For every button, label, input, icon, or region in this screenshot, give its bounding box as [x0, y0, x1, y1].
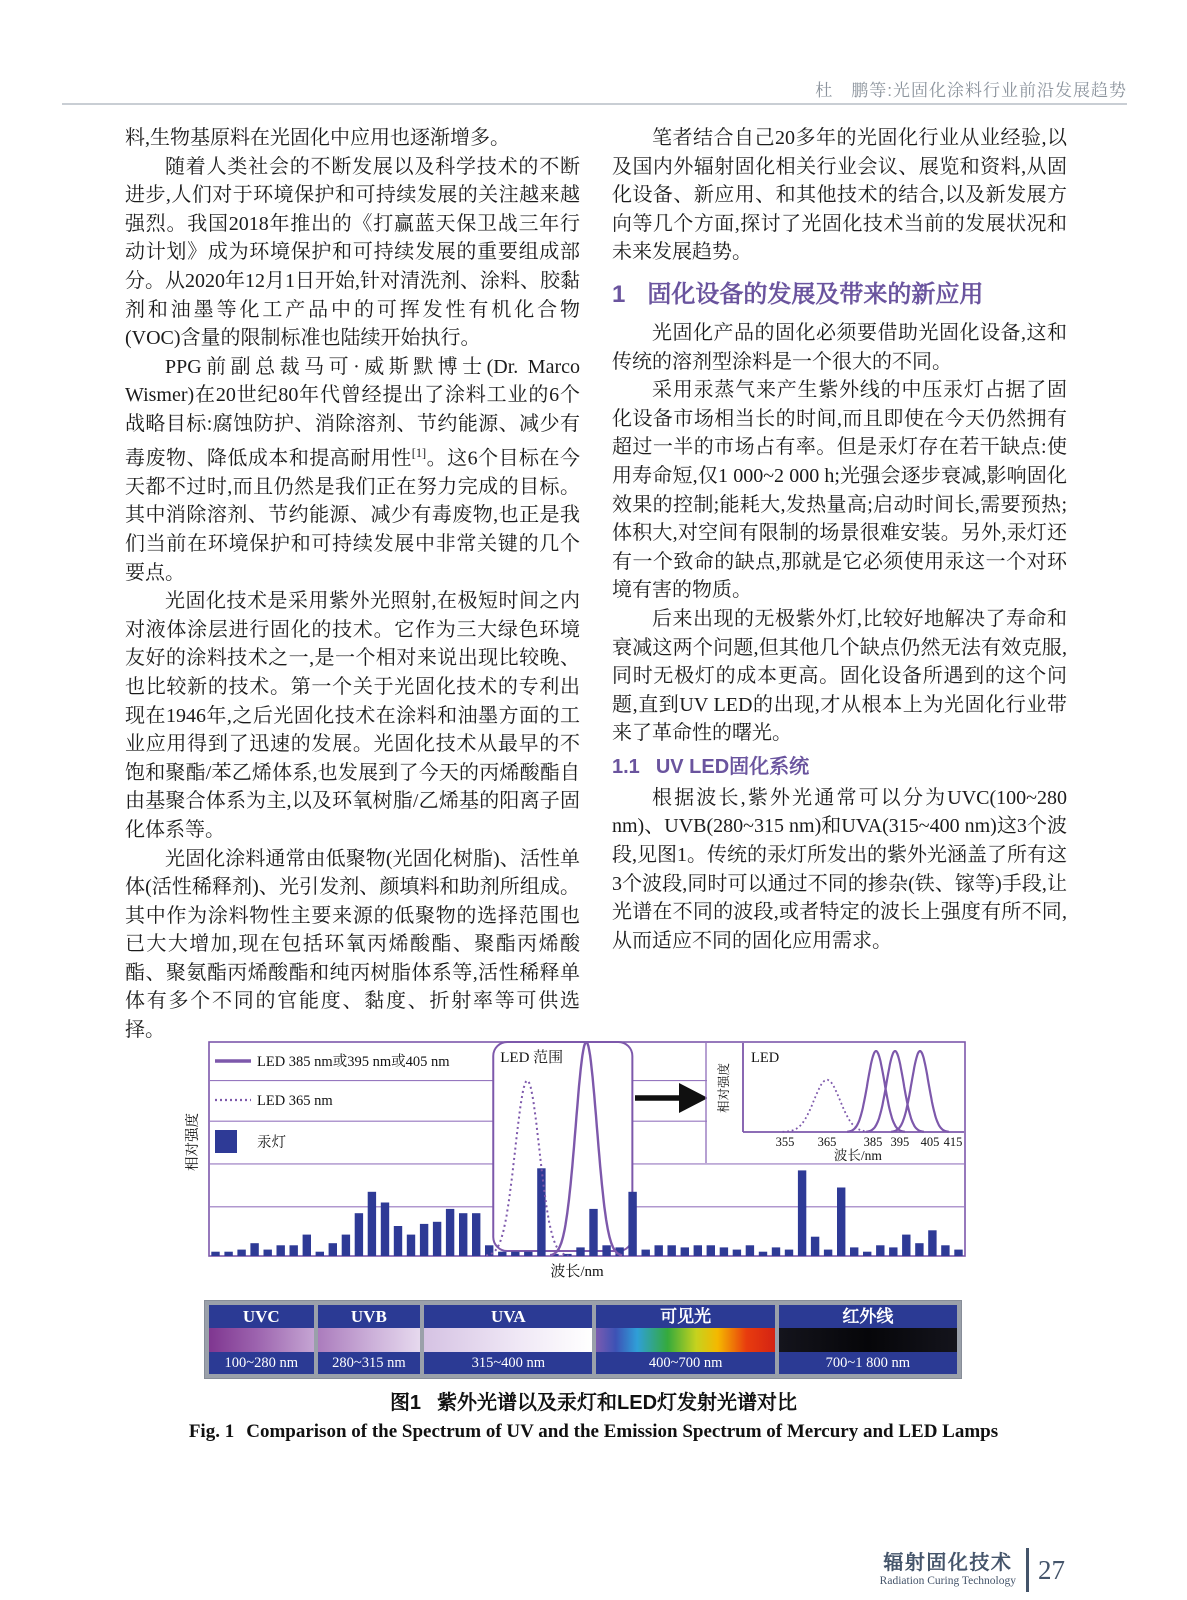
mercury-bar	[420, 1224, 428, 1256]
mercury-bar	[954, 1250, 962, 1256]
mercury-bar	[355, 1213, 363, 1256]
running-header: 杜 鹏等:光固化涂料行业前沿发展趋势	[815, 81, 1127, 100]
mercury-bar	[368, 1192, 376, 1256]
mercury-bar	[459, 1213, 467, 1256]
inset-y-label: 相对强度	[717, 1062, 731, 1114]
figure-caption-zh-label: 图1	[389, 1392, 422, 1414]
subsection-heading: 1.1 UV LED固化系统	[612, 755, 810, 778]
mercury-bar	[850, 1247, 858, 1256]
mercury-bar	[498, 1252, 506, 1256]
mercury-bar	[224, 1252, 232, 1256]
paragraph: 料,生物基原料在光固化中应用也逐渐增多。	[125, 127, 510, 149]
band-gradient	[318, 1328, 421, 1352]
figure-1	[185, 1020, 985, 1284]
journal-name-zh: 辐射固化技术	[883, 1552, 1013, 1575]
mercury-bar	[329, 1243, 337, 1256]
mercury-bar	[446, 1209, 454, 1256]
mercury-bar	[628, 1192, 636, 1256]
inset-tick-label: 355	[775, 1135, 795, 1149]
header-rule	[62, 103, 1127, 105]
led-range-label: LED 范围	[500, 1050, 564, 1066]
mercury-bar	[915, 1243, 923, 1256]
mercury-bar	[290, 1245, 298, 1256]
figure-caption-en-label: Fig. 1	[188, 1421, 235, 1442]
mercury-bar	[681, 1247, 689, 1256]
paragraph: 根据波长,紫外光通常可以分为UVC(100~280 nm)、UVB(280~315 nm)和UVA(315~400 nm)这3个波段,见图1。传统的汞灯所发出的紫外光涵盖了所有这3个波段,同时可以通过不同的掺杂(铁、镓等)手段,让光谱在不同的波段,或者特定的波长上强度有所不同,从而适应不同的固化应用需求。	[612, 786, 1067, 952]
x-axis-label: 波长/nm	[550, 1264, 604, 1280]
mercury-bar	[772, 1247, 780, 1256]
legend-label: LED 385 nm或395 nm或405 nm	[257, 1054, 450, 1070]
mercury-bar	[876, 1245, 884, 1256]
mercury-bar	[889, 1247, 897, 1256]
figure-caption	[0, 1386, 1187, 1443]
inset-tick-label: 365	[817, 1135, 837, 1149]
mercury-bar	[798, 1170, 806, 1256]
mercury-bar	[589, 1209, 597, 1256]
mercury-bar	[642, 1250, 650, 1256]
band-panel-uvb	[318, 1305, 421, 1374]
inset-x-label: 波长/nm	[833, 1148, 882, 1163]
mercury-bar	[237, 1250, 245, 1256]
mercury-bar	[928, 1230, 936, 1256]
paragraph: 采用汞蒸气来产生紫外线的中压汞灯占据了固化设备市场相当长的时间,而且即使在今天仍然拥有超过一半的市场占有率。但是汞灯存在若干缺点:使用寿命短,仅1 000~2 000 h;光强会逐步衰减,影响固化效果的控制;能耗大,发热量高;启动时间长,需要预热;体积大,对空间有限制的场景很难安装。另外,汞灯还有一个致命的缺点,那就是它必须使用汞这一个对环境有害的物质。	[612, 379, 1067, 602]
mercury-bar	[655, 1245, 663, 1256]
mercury-bar	[733, 1250, 741, 1256]
section-heading: 1 固化设备的发展及带来的新应用	[612, 280, 984, 308]
mercury-bar	[511, 1252, 519, 1256]
column-right	[612, 124, 1067, 1045]
band-gradient	[209, 1328, 314, 1352]
inset-title: LED	[751, 1050, 780, 1066]
mercury-bar	[720, 1247, 728, 1256]
mercury-bar	[941, 1245, 949, 1256]
band-gradient	[596, 1328, 774, 1352]
text-columns	[125, 124, 1067, 1045]
mercury-bar	[576, 1247, 584, 1256]
band-panel-uva	[424, 1305, 592, 1374]
mercury-bar	[902, 1235, 910, 1256]
mercury-bar	[433, 1222, 441, 1256]
band-gradient	[424, 1328, 592, 1352]
mercury-bar	[837, 1188, 845, 1257]
band-panel-vis	[596, 1305, 774, 1374]
figure-caption-zh	[0, 1386, 1187, 1415]
page-number: 27	[1038, 1554, 1065, 1585]
inset-tick-label: 405	[920, 1135, 940, 1149]
band-range: 100~280 nm	[224, 1355, 299, 1371]
band-label: 可见光	[660, 1307, 712, 1326]
mercury-bar	[785, 1250, 793, 1256]
column-left	[125, 124, 580, 1045]
mercury-bar	[602, 1245, 610, 1256]
led-range-box	[493, 1042, 632, 1251]
mercury-bar	[537, 1168, 545, 1256]
mercury-bar	[407, 1235, 415, 1256]
mercury-bar	[694, 1245, 702, 1256]
inset-tick-label: 395	[890, 1135, 910, 1149]
mercury-bar	[746, 1245, 754, 1256]
journal-name	[880, 1552, 1016, 1587]
mercury-bar	[342, 1235, 350, 1256]
inset-tick-label: 385	[863, 1135, 883, 1149]
band-range: 400~700 nm	[648, 1355, 723, 1371]
inset-tick-label: 415	[943, 1135, 963, 1149]
mercury-bar	[316, 1252, 324, 1256]
journal-footer	[880, 1548, 1065, 1592]
footer-divider	[1026, 1548, 1029, 1592]
spectrum-comparison-chart	[185, 1020, 985, 1284]
band-range: 280~315 nm	[332, 1355, 406, 1371]
journal-name-en: Radiation Curing Technology	[879, 1574, 1016, 1587]
mercury-bar	[707, 1245, 715, 1256]
mercury-bar	[303, 1235, 311, 1256]
band-label: UVA	[490, 1307, 526, 1326]
mercury-bar	[250, 1243, 258, 1256]
paragraph: 光固化技术是采用紫外光照射,在极短时间之内对液体涂层进行固化的技术。它作为三大绿色环境友好的涂料技术之一,是一个相对来说出现比较晚、也比较新的技术。第一个关于光固化技术的专利出现在1946年,之后光固化技术在涂料和油墨方面的工业应用得到了迅速的发展。光固化技术从最早的不饱和聚酯/苯乙烯体系,也发展到了今天的丙烯酸酯自由基聚合体系为主,以及环氧树脂/乙烯基的阳离子固化体系等。	[125, 590, 580, 841]
mercury-bar	[211, 1252, 219, 1256]
figure-caption-en	[0, 1421, 1187, 1443]
band-label: 红外线	[842, 1307, 894, 1326]
band-range: 700~1 800 nm	[825, 1355, 911, 1371]
legend-label: LED 365 nm	[257, 1093, 333, 1109]
paragraph: 笔者结合自己20多年的光固化行业从业经验,以及国内外辐射固化相关行业会议、展览和资料,从固化设备、新应用、和其他技术的结合,以及新发展方向等几个方面,探讨了光固化技术当前的发展状况和未来发展趋势。	[612, 127, 1067, 264]
band-label: UVB	[350, 1307, 387, 1326]
band-label: UVC	[242, 1307, 280, 1326]
band-gradient	[779, 1328, 957, 1352]
y-axis-label: 相对强度	[185, 1113, 201, 1171]
band-range: 315~400 nm	[471, 1355, 546, 1371]
mercury-bar	[472, 1213, 480, 1256]
paragraph: 随着人类社会的不断发展以及科学技术的不断进步,人们对于环境保护和可持续发展的关注越来越强烈。我国2018年推出的《打赢蓝天保卫战三年行动计划》成为环境保护和可持续发展的重要组成部分。从2020年12月1日开始,针对清洗剂、涂料、胶黏剂和油墨等化工产品中的可挥发性有机化合物(VOC)含量的限制标准也陆续开始执行。	[125, 155, 580, 350]
legend-label: 汞灯	[257, 1135, 286, 1151]
paragraph: 后来出现的无极紫外灯,比较好地解决了寿命和衰减这两个问题,但其他几个缺点仍然无法有效克服,同时无极灯的成本更高。固化设备所遇到的这个问题,直到UV LED的出现,才从根本上为光固化行业带来了革命性的曙光。	[612, 607, 1067, 745]
mercury-bar	[264, 1250, 272, 1256]
spectrum-band	[204, 1300, 962, 1379]
paragraph: PPG前副总裁马可·威斯默博士(Dr. Marco Wismer)在20世纪80年代曾经提出了涂料工业的6个战略目标:腐蚀防护、消除溶剂、节约能源、减少有毒废物、降低成本和提高耐用性[1]。这6个目标在今天都不过时,而且仍然是我们正在努力完成的目标。其中消除溶剂、节约能源、减少有毒废物,也正是我们当前在环境保护和可持续发展中非常关键的几个要点。	[125, 355, 581, 584]
mercury-bar	[381, 1203, 389, 1257]
figure-caption-en-text: Comparison of the Spectrum of UV and the Emission Spectrum of Mercury and LED Lamps	[246, 1421, 999, 1442]
mercury-bar	[824, 1250, 832, 1256]
mercury-bar	[668, 1245, 676, 1256]
mercury-bar	[394, 1226, 402, 1256]
band-panel-uvc	[209, 1305, 314, 1374]
mercury-bar	[811, 1237, 819, 1256]
paragraph: 光固化产品的固化必须要借助光固化设备,这和传统的溶剂型涂料是一个很大的不同。	[612, 321, 1067, 373]
mercury-bar	[759, 1252, 767, 1256]
mercury-bar	[277, 1245, 285, 1256]
band-panel-ir	[779, 1305, 957, 1374]
mercury-bar	[524, 1252, 532, 1256]
square-swatch	[215, 1130, 237, 1153]
mercury-bar	[863, 1252, 871, 1256]
paragraph: 光固化涂料通常由低聚物(光固化树脂)、活性单体(活性稀释剂)、光引发剂、颜填料和助剂所组成。其中作为涂料物性主要来源的低聚物的选择范围也已大大增加,现在包括环氧丙烯酸酯、聚酯丙烯酸酯、聚氨酯丙烯酸酯和纯丙树脂体系等,活性稀释单体有多个不同的官能度、黏度、折射率等可供选择。	[125, 847, 580, 1042]
figure-caption-zh-text: 紫外光谱以及汞灯和LED灯发射光谱对比	[437, 1392, 798, 1414]
